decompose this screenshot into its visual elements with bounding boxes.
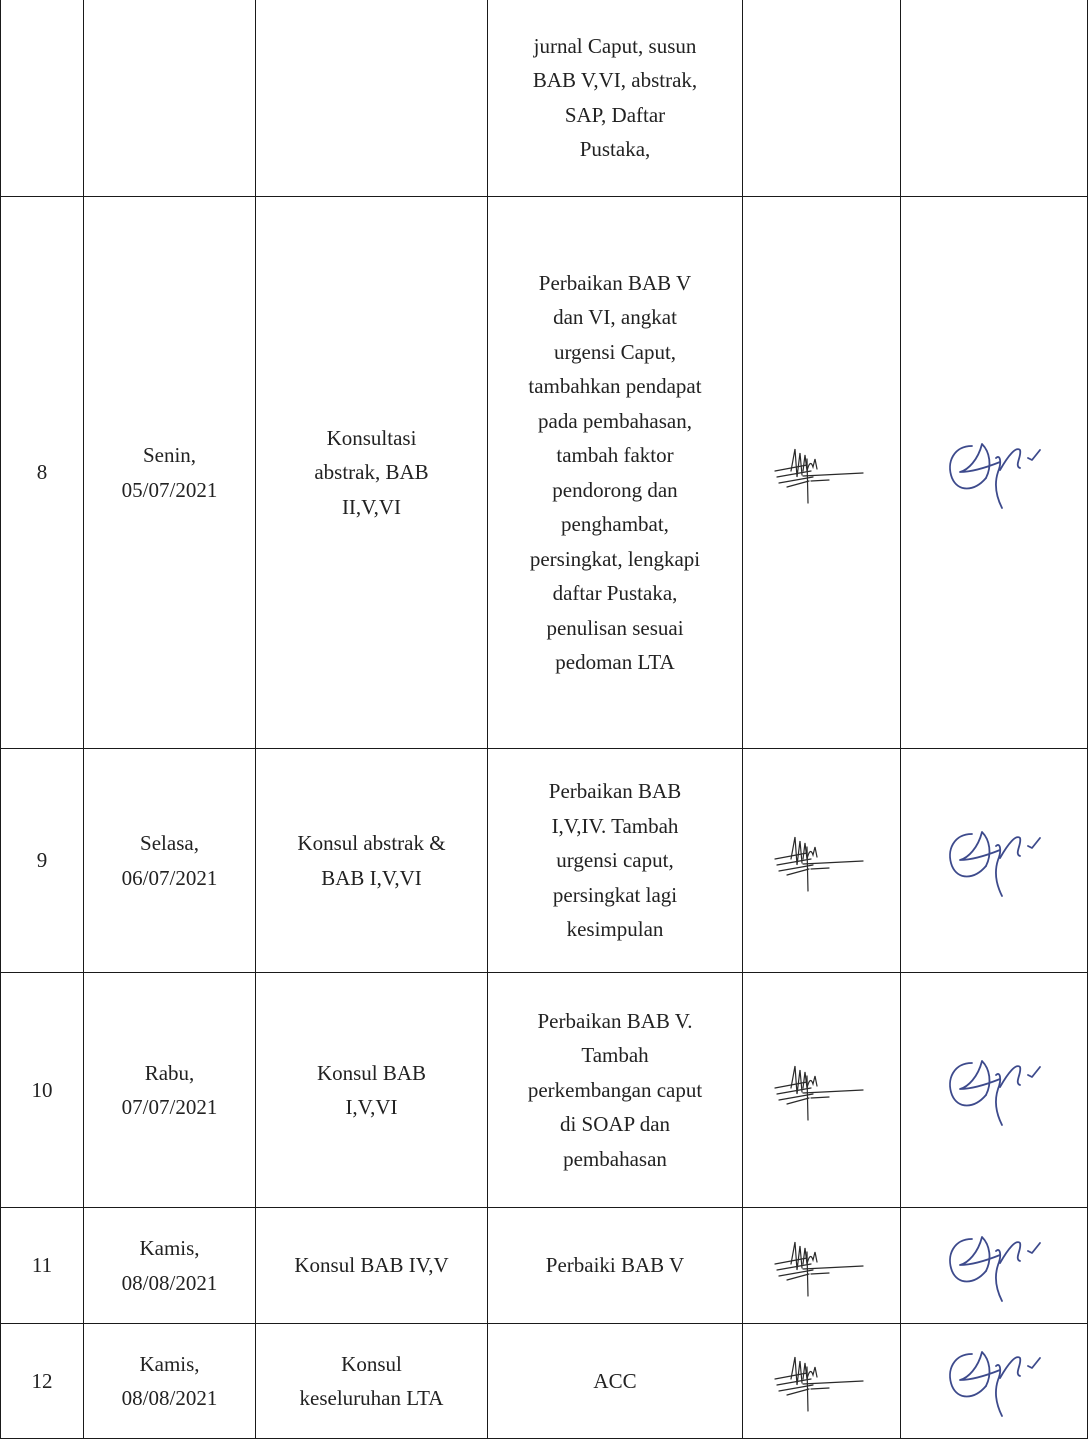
advisor-signature-icon [934,820,1054,902]
cell-materi: Konsul abstrak & BAB I,V,VI [256,749,488,973]
cell-paraf-mahasiswa [743,1324,901,1439]
advisor-signature-icon [934,1225,1054,1307]
cell-paraf-pembimbing [901,1208,1088,1324]
table-row [1,1324,1088,1439]
cell-paraf-mahasiswa [743,197,901,749]
cell-no: 10 [1,973,84,1208]
cell-paraf-pembimbing [901,749,1088,973]
table-row [1,749,1088,973]
cell-hari: Senin, 05/07/2021 [84,197,256,749]
table-row [1,197,1088,749]
student-signature-icon [767,1349,877,1413]
cell-hari: Kamis, 08/08/2021 [84,1324,256,1439]
cell-hari: Rabu, 07/07/2021 [84,973,256,1208]
cell-materi: Konsul BAB IV,V [256,1208,488,1324]
cell-materi: Konsul keseluruhan LTA [256,1324,488,1439]
cell-no: 11 [1,1208,84,1324]
table-row [1,1208,1088,1324]
table-row [1,0,1088,197]
cell-paraf-pembimbing [901,1324,1088,1439]
cell-paraf-pembimbing [901,0,1088,197]
cell-materi: Konsul BAB I,V,VI [256,973,488,1208]
table-row [1,973,1088,1208]
cell-hari: Selasa, 06/07/2021 [84,749,256,973]
cell-kegiatan: jurnal Caput, susun BAB V,VI, abstrak, SAP, Daftar Pustaka, [488,0,743,197]
cell-no: 12 [1,1324,84,1439]
cell-paraf-pembimbing [901,973,1088,1208]
cell-materi: Konsultasi abstrak, BAB II,V,VI [256,197,488,749]
cell-kegiatan: Perbaikan BAB I,V,IV. Tambah urgensi caput, persingkat lagi kesimpulan [488,749,743,973]
cell-no: 9 [1,749,84,973]
cell-hari [84,0,256,197]
cell-no: 8 [1,197,84,749]
student-signature-icon [767,1234,877,1298]
cell-hari: Kamis, 08/08/2021 [84,1208,256,1324]
student-signature-icon [767,1058,877,1122]
cell-paraf-mahasiswa [743,0,901,197]
cell-paraf-pembimbing [901,197,1088,749]
cell-kegiatan: Perbaikan BAB V dan VI, angkat urgensi Caput, tambahkan pendapat pada pembahasan, tambah faktor pendorong dan penghambat, persingkat, lengkapi daftar Pustaka, penulisan sesuai pedoman LTA [488,197,743,749]
cell-paraf-mahasiswa [743,973,901,1208]
advisor-signature-icon [934,1049,1054,1131]
cell-kegiatan: Perbaikan BAB V. Tambah perkembangan caput di SOAP dan pembahasan [488,973,743,1208]
cell-no [1,0,84,197]
cell-paraf-mahasiswa [743,1208,901,1324]
cell-kegiatan: Perbaiki BAB V [488,1208,743,1324]
advisor-signature-icon [934,432,1054,514]
cell-materi [256,0,488,197]
cell-kegiatan: ACC [488,1324,743,1439]
student-signature-icon [767,829,877,893]
advisor-signature-icon [934,1340,1054,1422]
cell-paraf-mahasiswa [743,749,901,973]
student-signature-icon [767,441,877,505]
